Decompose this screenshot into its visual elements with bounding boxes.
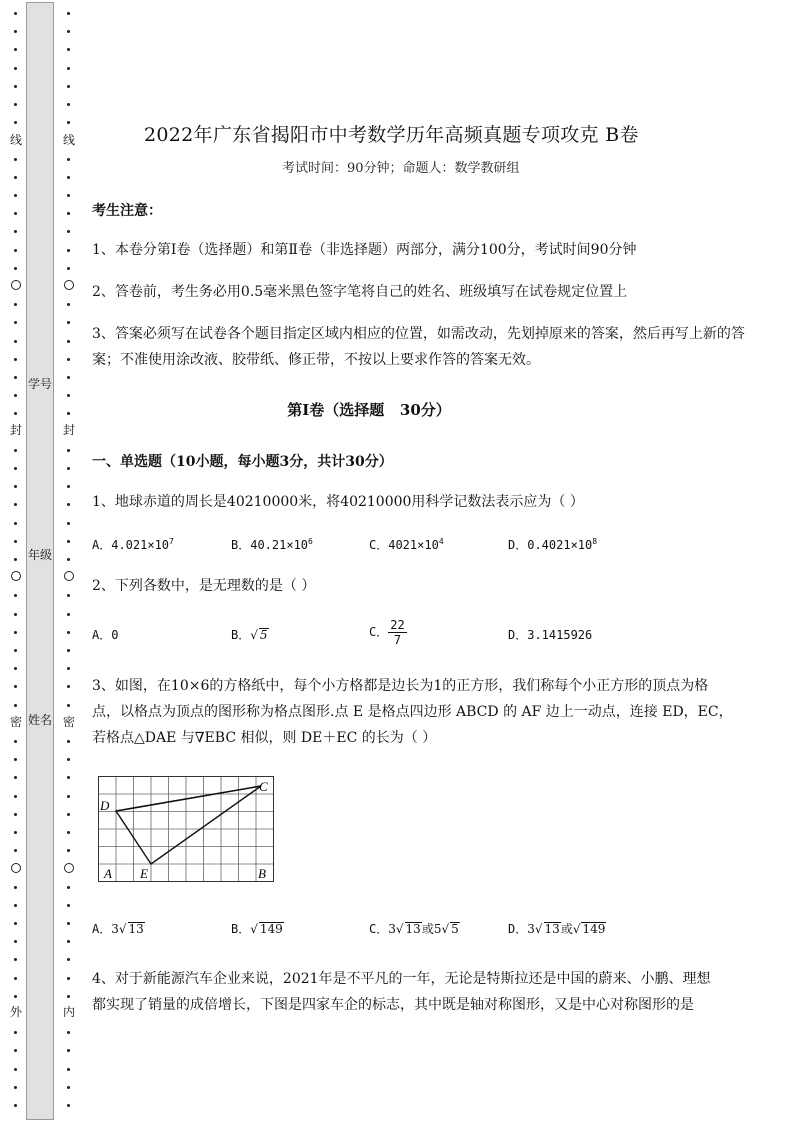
question-3-line-1: 3、如图，在10×6的方格纸中，每个小方格都是边长为1的正方形，我们称每个小正方形的顶点为格 — [92, 678, 709, 694]
binding-dot — [67, 394, 70, 397]
binding-dot — [14, 1049, 17, 1052]
question-1-stem: 1、地球赤道的周长是40210000米，将40210000用科学记数法表示应为（ ） — [92, 494, 584, 510]
option-radicand: 149 — [259, 922, 283, 936]
option-radicand: 13 — [128, 922, 144, 936]
denominator: 7 — [393, 633, 402, 647]
binding-dot — [67, 904, 70, 907]
question-4-line-2: 都实现了销量的成倍增长，下图是四家车企的标志，其中既是轴对称图形，又是中心对称图形的是 — [92, 997, 694, 1013]
note-item-1: 1、本卷分第Ⅰ卷（选择题）和第Ⅱ卷（非选择题）两部分，满分100分，考试时间90分钟 — [92, 242, 637, 258]
binding-dot — [67, 704, 70, 707]
binding-dot — [14, 649, 17, 652]
section-title: 第Ⅰ卷（选择题 30分） — [287, 401, 451, 419]
question-4-line-1: 4、对于新能源汽车企业来说，2021年是不平凡的一年，无论是特斯拉还是中国的蔚来、小鹏、理想 — [92, 971, 711, 987]
binding-dot — [14, 904, 17, 907]
binding-dot — [14, 685, 17, 688]
option-label: B． — [231, 538, 251, 552]
binding-dot — [67, 194, 70, 197]
binding-dot — [14, 503, 17, 506]
binding-dot — [14, 813, 17, 816]
binding-dot — [14, 795, 17, 798]
inner-mark-1: 线 — [62, 133, 75, 147]
student-id-label: 学号 — [27, 377, 52, 391]
coefficient: 5 — [433, 922, 442, 936]
option-a[interactable]: A．3√ 13 — [92, 922, 144, 936]
binding-dot — [14, 594, 17, 597]
binding-dot — [14, 30, 17, 33]
question-3-options — [92, 920, 652, 944]
or-word: 或 — [560, 922, 573, 936]
option-value: 4.021×10 — [111, 538, 170, 552]
binding-hole-icon — [11, 280, 21, 290]
binding-dot — [67, 740, 70, 743]
binding-dot — [67, 376, 70, 379]
binding-dot — [67, 449, 70, 452]
binding-dot — [14, 776, 17, 779]
binding-dot — [67, 649, 70, 652]
binding-dot — [67, 249, 70, 252]
binding-dot — [67, 158, 70, 161]
binding-dot — [14, 1031, 17, 1034]
inner-mark-4: 内 — [62, 1005, 75, 1019]
binding-dot — [67, 48, 70, 51]
option-value: 0 — [111, 628, 119, 642]
binding-dot — [67, 613, 70, 616]
binding-dot — [67, 1068, 70, 1071]
binding-dot — [14, 467, 17, 470]
binding-dot — [14, 740, 17, 743]
binding-dot — [14, 849, 17, 852]
option-a[interactable] — [92, 536, 174, 553]
binding-dot — [67, 103, 70, 106]
binding-dot — [67, 230, 70, 233]
binding-dot — [67, 1086, 70, 1089]
binding-dot — [14, 540, 17, 543]
binding-dot — [14, 340, 17, 343]
option-exponent: 8 — [592, 537, 598, 546]
option-c[interactable] — [369, 618, 407, 647]
binding-dot — [67, 758, 70, 761]
option-d[interactable]: D．3√ 13或√ 149 — [508, 922, 606, 936]
option-radicand: 13 — [544, 922, 560, 936]
binding-dot — [14, 958, 17, 961]
point-a-label: A — [104, 866, 112, 881]
option-label: C． — [369, 538, 389, 552]
option-radicand: 5 — [451, 922, 459, 936]
binding-dot — [14, 758, 17, 761]
option-radicand: 5 — [259, 628, 268, 642]
binding-dot — [67, 1104, 70, 1107]
binding-dot — [67, 667, 70, 670]
exam-subtitle: 考试时间：90分钟；命题人：数学教研组 — [282, 161, 520, 176]
binding-dot — [14, 85, 17, 88]
binding-dot — [67, 685, 70, 688]
binding-dot — [14, 522, 17, 525]
binding-dot — [14, 1086, 17, 1089]
option-radicand: 13 — [405, 922, 421, 936]
question-2-options — [92, 618, 652, 647]
option-label: C． — [369, 625, 389, 639]
binding-dot — [67, 303, 70, 306]
binding-dot — [14, 831, 17, 834]
or-word: 或 — [421, 922, 434, 936]
binding-dot — [14, 12, 17, 15]
binding-dot — [67, 922, 70, 925]
binding-dot — [67, 267, 70, 270]
binding-dot — [14, 376, 17, 379]
binding-dot — [14, 158, 17, 161]
binding-dot — [67, 1031, 70, 1034]
binding-dot — [67, 995, 70, 998]
binding-dot — [14, 412, 17, 415]
option-label: D． — [508, 922, 528, 936]
coefficient: 3 — [388, 922, 396, 936]
binding-hole-icon — [64, 280, 74, 290]
binding-hole-icon — [64, 571, 74, 581]
binding-dot — [67, 412, 70, 415]
triangle-dec — [116, 786, 261, 864]
binding-dot — [67, 795, 70, 798]
coefficient: 3 — [111, 922, 119, 936]
binding-dot — [14, 212, 17, 215]
outer-mark-2: 封 — [9, 423, 22, 437]
binding-dot — [67, 594, 70, 597]
option-b[interactable]: B．√ 5 — [231, 628, 268, 642]
binding-dot — [67, 977, 70, 980]
binding-dot — [14, 995, 17, 998]
binding-dot — [67, 485, 70, 488]
binding-dot — [14, 394, 17, 397]
binding-hole-icon — [11, 863, 21, 873]
binding-dot — [14, 631, 17, 634]
binding-dot — [14, 358, 17, 361]
binding-dot — [14, 485, 17, 488]
binding-dot — [67, 540, 70, 543]
binding-dot — [14, 613, 17, 616]
part-heading: 一、单选题（10小题，每小题3分，共计30分） — [92, 454, 393, 470]
point-e-label: E — [140, 866, 148, 881]
option-label: D． — [508, 628, 528, 642]
binding-dot — [67, 212, 70, 215]
option-value: 0.4021×10 — [527, 538, 593, 552]
grid-figure — [96, 774, 278, 886]
binding-dot — [67, 67, 70, 70]
point-c-label: C — [259, 779, 268, 794]
option-label: A． — [92, 922, 112, 936]
option-c[interactable] — [369, 536, 444, 553]
binding-dot — [14, 977, 17, 980]
binding-hole-icon — [11, 571, 21, 581]
option-exponent: 6 — [308, 537, 313, 546]
inner-mark-2: 封 — [62, 423, 75, 437]
grid-lines — [99, 777, 274, 882]
option-d[interactable] — [508, 626, 592, 643]
option-a[interactable] — [92, 626, 118, 643]
option-value: 40.21×10 — [250, 538, 309, 552]
binding-hole-icon — [64, 863, 74, 873]
binding-dot — [67, 358, 70, 361]
option-label: A． — [92, 538, 112, 552]
fraction — [388, 618, 406, 647]
binding-dot — [14, 1104, 17, 1107]
option-radicand: 149 — [582, 922, 606, 936]
option-exponent: 7 — [169, 537, 174, 546]
binding-dot — [14, 48, 17, 51]
binding-dot — [14, 449, 17, 452]
binding-dot — [14, 121, 17, 124]
binding-dot — [67, 30, 70, 33]
binding-dot — [67, 631, 70, 634]
binding-dot — [14, 886, 17, 889]
option-label: A． — [92, 628, 112, 642]
binding-dot — [67, 503, 70, 506]
binding-dot — [67, 849, 70, 852]
numerator: 22 — [390, 618, 405, 632]
notes-heading: 考生注意： — [92, 203, 162, 219]
question-3-line-3: 若格点△DAE 与∇EBC 相似，则 DE＋EC 的长为（ ） — [92, 730, 437, 746]
binding-dot — [67, 558, 70, 561]
outer-mark-1: 线 — [9, 133, 22, 147]
binding-dot — [67, 522, 70, 525]
option-exponent: 4 — [438, 537, 444, 546]
binding-dot — [67, 831, 70, 834]
binding-dot — [14, 922, 17, 925]
name-label: 姓名 — [27, 713, 52, 727]
option-label: D． — [508, 538, 528, 552]
binding-dot — [14, 194, 17, 197]
point-d-label: D — [100, 798, 110, 813]
binding-dot — [67, 121, 70, 124]
option-value: 4021×10 — [388, 538, 439, 552]
point-b-label: B — [258, 866, 266, 881]
binding-dot — [14, 230, 17, 233]
page-title: 2022年广东省揭阳市中考数学历年高频真题专项攻克 B卷 — [144, 124, 639, 146]
question-1-options — [92, 536, 652, 560]
option-label: B． — [231, 628, 251, 642]
binding-dot — [14, 303, 17, 306]
binding-dot — [67, 813, 70, 816]
binding-dot — [14, 176, 17, 179]
option-b[interactable] — [231, 536, 313, 553]
option-c[interactable]: C．3√ 13或5√ 5 — [369, 922, 459, 936]
binding-dot — [67, 776, 70, 779]
binding-dot — [14, 67, 17, 70]
binding-dot — [67, 467, 70, 470]
option-value: 3.1415926 — [527, 628, 593, 642]
binding-dot — [14, 667, 17, 670]
option-label: C． — [369, 922, 389, 936]
binding-dot — [14, 1068, 17, 1071]
binding-dot — [14, 704, 17, 707]
outer-mark-4: 外 — [9, 1005, 22, 1019]
binding-dot — [67, 886, 70, 889]
binding-dot — [67, 1049, 70, 1052]
student-info-strip — [26, 2, 54, 1120]
binding-dot — [14, 267, 17, 270]
binding-dot — [67, 340, 70, 343]
note-item-3: 3、答案必须写在试卷各个题目指定区域内相应的位置，如需改动，先划掉原来的答案，然后再写上新的答案；不准使用涂改液、胶带纸、修正带，不按以上要求作答的答案无效。 — [92, 326, 745, 368]
binding-dot — [14, 940, 17, 943]
question-2-stem: 2、下列各数中，是无理数的是（ ） — [92, 578, 316, 594]
binding-dot — [14, 103, 17, 106]
outer-mark-3: 密 — [9, 715, 22, 729]
binding-dot — [14, 249, 17, 252]
segment-dc — [116, 786, 261, 811]
question-3-line-2: 点，以格点为顶点的图形称为格点图形.点 E 是格点四边形 ABCD 的 AF 边上一动点，连接 ED，EC， — [92, 704, 733, 720]
binding-dot — [67, 321, 70, 324]
binding-dot — [67, 85, 70, 88]
binding-dot — [67, 958, 70, 961]
note-item-2: 2、答卷前，考生务必用0.5毫米黑色签字笔将自己的姓名、班级填写在试卷规定位置上 — [92, 284, 628, 300]
binding-dot — [14, 321, 17, 324]
binding-dot — [67, 940, 70, 943]
binding-dot — [67, 12, 70, 15]
grade-label: 年级 — [27, 548, 52, 562]
binding-dot-line-inner — [63, 0, 75, 1123]
coefficient: 3 — [527, 922, 535, 936]
inner-mark-3: 密 — [62, 715, 75, 729]
binding-dot — [14, 558, 17, 561]
option-d[interactable] — [508, 536, 597, 553]
binding-dot — [67, 176, 70, 179]
option-label: B． — [231, 922, 251, 936]
binding-dot-line-outer — [10, 0, 22, 1123]
option-b[interactable]: B．√ 149 — [231, 922, 283, 936]
